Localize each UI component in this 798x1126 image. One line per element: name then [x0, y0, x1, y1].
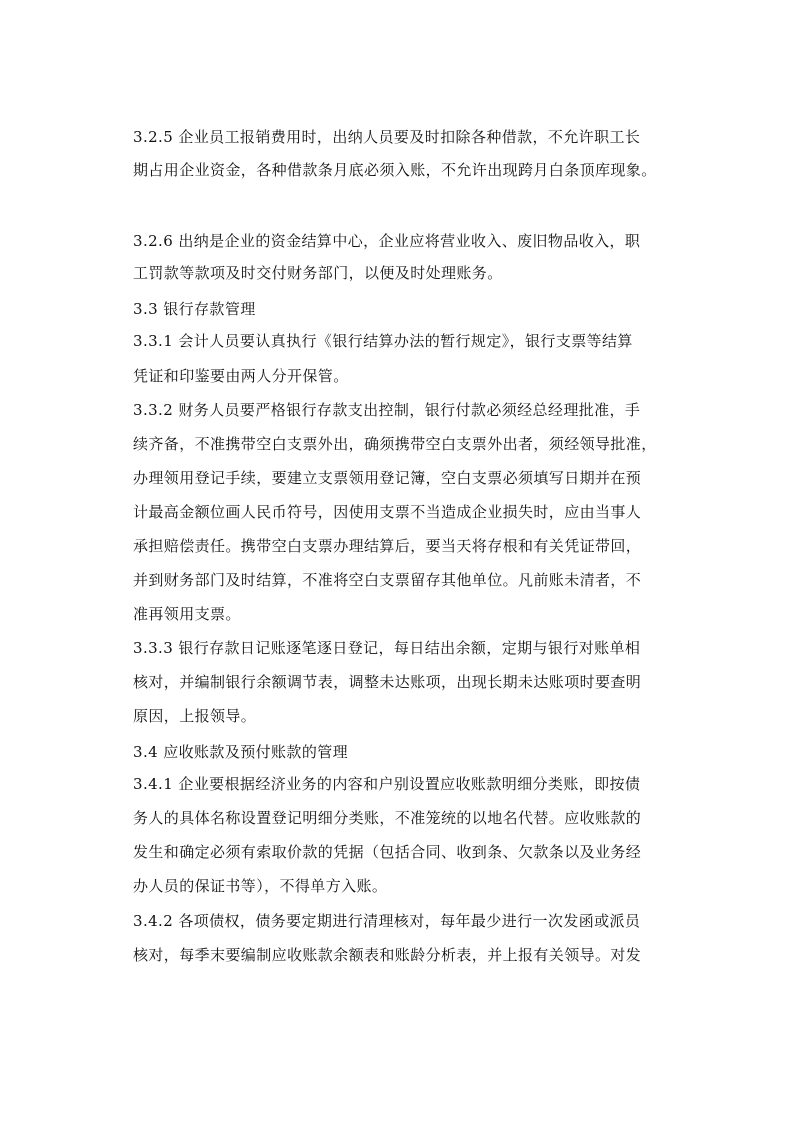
paragraph-3-3-3-line-2: 核对，并编制银行余额调节表，调整未达账项，出现长期未达账项时要查明: [133, 673, 642, 691]
paragraph-3-3-2-line-2: 续齐备，不准携带空白支票外出，确须携带空白支票外出者，须经领导批准，: [133, 435, 657, 453]
paragraph-3-3-1-line-2: 凭证和印鉴要由两人分开保管。: [133, 367, 349, 385]
section-heading-3-4: 3.4 应收账款及预付账款的管理: [133, 743, 349, 761]
paragraph-3-3-2-line-1: 3.3.2 财务人员要严格银行存款支出控制，银行付款必须经总经理批准，手: [133, 401, 641, 419]
paragraph-3-3-2-line-6: 并到财务部门及时结算，不准将空白支票留存其他单位。凡前账未清者，不: [133, 571, 642, 589]
section-heading-3-3: 3.3 银行存款管理: [133, 300, 256, 318]
paragraph-3-3-2-line-3: 办理领用登记手续，要建立支票领用登记簿，空白支票必须填写日期并在预: [133, 469, 642, 487]
paragraph-3-2-6-line-1: 3.2.6 出纳是企业的资金结算中心，企业应将营业收入、废旧物品收入，职: [133, 232, 641, 250]
paragraph-3-4-1-line-1: 3.4.1 企业要根据经济业务的内容和户别设置应收账款明细分类账，即按债: [133, 775, 641, 793]
paragraph-3-2-5-line-1: 3.2.5 企业员工报销费用时，出纳人员要及时扣除各种借款，不允许职工长: [133, 128, 641, 146]
paragraph-3-3-1-line-1: 3.3.1 会计人员要认真执行《银行结算办法的暂行规定》，银行支票等结算: [133, 332, 633, 350]
paragraph-3-3-3-line-3: 原因，上报领导。: [133, 707, 257, 725]
paragraph-3-4-1-line-2: 务人的具体名称设置登记明细分类账，不准笼统的以地名代替。应收账款的: [133, 809, 642, 827]
paragraph-3-3-2-line-7: 准再领用支票。: [133, 605, 241, 623]
paragraph-3-2-6-line-2: 工罚款等款项及时交付财务部门，以便及时处理账务。: [133, 264, 503, 282]
paragraph-3-2-5-line-2: 期占用企业资金，各种借款条月底必须入账，不允许出现跨月白条顶库现象。: [133, 161, 657, 179]
paragraph-3-4-2-line-1: 3.4.2 各项债权，债务要定期进行清理核对，每年最少进行一次发函或派员: [133, 912, 641, 930]
paragraph-3-4-1-line-4: 办人员的保证书等），不得单方入账。: [133, 877, 388, 895]
paragraph-3-4-2-line-2: 核对，每季末要编制应收账款余额表和账龄分析表，并上报有关领导。对发: [133, 946, 642, 964]
paragraph-3-3-3-line-1: 3.3.3 银行存款日记账逐笔逐日登记，每日结出余额，定期与银行对账单相: [133, 639, 641, 657]
paragraph-3-3-2-line-5: 承担赔偿责任。携带空白支票办理结算后，要当天将存根和有关凭证带回，: [133, 537, 642, 555]
paragraph-3-4-1-line-3: 发生和确定必须有索取价款的凭据（包括合同、收到条、欠款条以及业务经: [133, 843, 642, 861]
paragraph-3-3-2-line-4: 计最高金额位画人民币符号，因使用支票不当造成企业损失时，应由当事人: [133, 503, 642, 521]
